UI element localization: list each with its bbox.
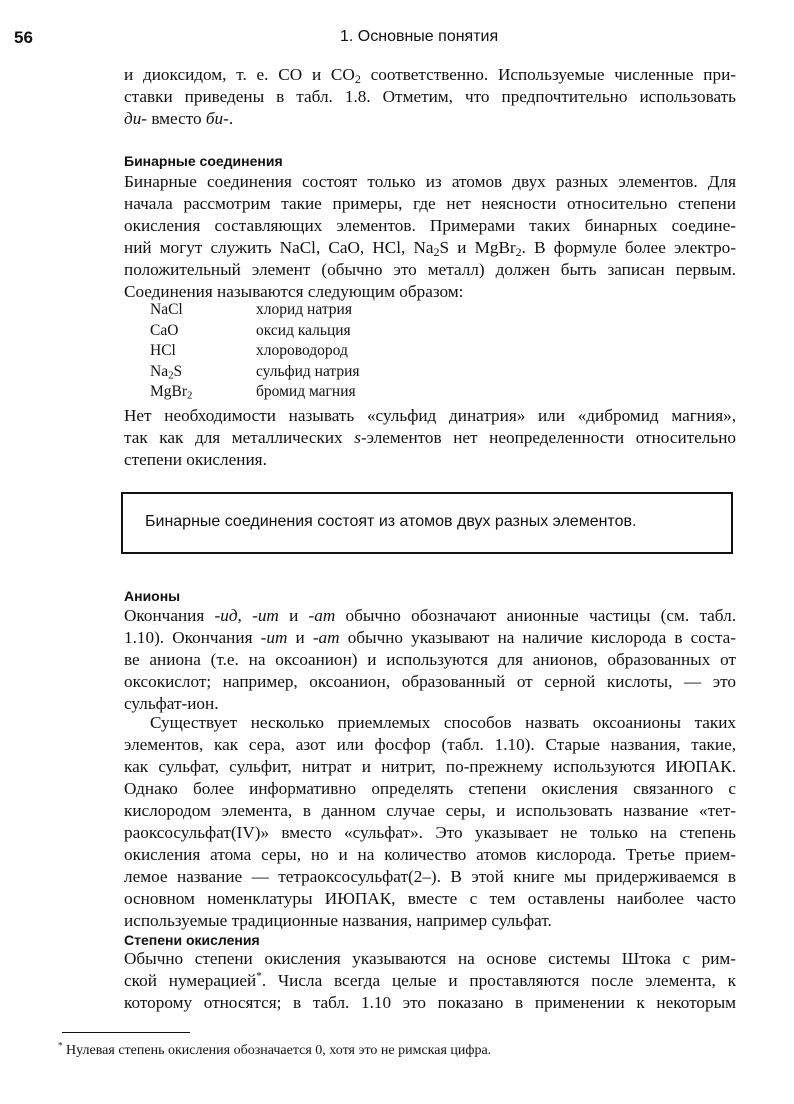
- text-line: используемые традиционные названия, например сульфат.: [124, 911, 552, 930]
- oxidation-paragraph: [124, 948, 736, 1014]
- name-cell: оксид кальция: [256, 321, 351, 339]
- text-line: положительный элемент (обычно это металл) должен быть записан первым.: [124, 260, 736, 279]
- text-line: 1.10). Окончания -ит и -ат обычно указывают на наличие кислорода в соста-: [124, 628, 737, 647]
- text-line: окисления атома серы, но и на количество атомов кислорода. Третье прием-: [124, 845, 736, 864]
- text-line: Обычно степени окисления указываются на основе системы Штока с рим-: [124, 949, 736, 968]
- text-line: Однако более информативно определять степени окисления связанного с: [124, 779, 736, 798]
- text-line: так как для металлических s-элементов нет неопределенности относительно: [124, 428, 736, 447]
- running-header-title: 1. Основные понятия: [340, 28, 499, 45]
- text-line: степени окисления.: [124, 450, 267, 469]
- text-line: окисления составляющих элементов. Примерами таких бинарных соедине-: [124, 216, 736, 235]
- formula-cell: MgBr$_2$: [150, 383, 193, 402]
- text-line: и диоксидом, т. е. CO и $CO_2$ соответственно. Используемые численные при-: [124, 65, 736, 86]
- text-line: ставки приведены в табл. 1.8. Отметим, что предпочтительно использовать: [124, 87, 736, 106]
- name-cell: сульфид натрия: [256, 362, 360, 380]
- anions-paragraph-1: [124, 605, 736, 715]
- table-row: [150, 300, 360, 321]
- footnote-divider: [62, 1032, 190, 1033]
- name-cell: бромид магния: [256, 383, 356, 400]
- text-line: Окончания -ид, -ит и -ат обычно обозначают анионные частицы (см. табл.: [124, 606, 737, 625]
- table-row: [150, 321, 360, 342]
- text-line: Бинарные соединения состоят только из атомов двух разных элементов. Для: [124, 172, 736, 191]
- callout-box: [121, 492, 733, 554]
- page-number: 56: [14, 28, 33, 47]
- text-line: кислородом элемента, в данном случае серы, и использовать название «тет-: [124, 801, 736, 820]
- footnote: * Нулевая степень окисления обозначается 0, хотя это не римская цифра.: [58, 1040, 492, 1058]
- formula-cell: $Na_2S$: [150, 362, 183, 382]
- section-heading-oxidation: Степени окисления: [124, 932, 260, 948]
- text-line: ди- вместо би-.: [124, 109, 234, 128]
- text-line: начала рассмотрим такие примеры, где нет неясности относительно степени: [124, 194, 736, 213]
- name-cell: хлороводород: [256, 342, 348, 359]
- table-row: [150, 362, 360, 383]
- formula-cell: HCl: [150, 342, 176, 359]
- text-line: основном номенклатуры ИЮПАК, вместе с тем оставлены наиболее часто: [124, 889, 736, 908]
- footnote-marker: *: [256, 970, 262, 983]
- table-row: [150, 382, 360, 403]
- text-line: раоксосульфат(IV)» вместо «сульфат». Это указывает не только на степень: [124, 823, 736, 842]
- formula-cell: CaO: [150, 321, 179, 339]
- text-line: оксокислот; например, оксоанион, образованный от серной кислоты, — это: [124, 672, 736, 691]
- section-heading-binary: Бинарные соединения: [124, 153, 283, 169]
- text-line: лемое название — тетраоксосульфат(2–). В этой книге мы придерживаемся в: [124, 867, 736, 886]
- name-cell: хлорид натрия: [256, 301, 352, 318]
- text-line: Существует несколько приемлемых способов назвать оксоанионы таких: [150, 713, 736, 732]
- text-line: элементов, как сера, азот или фосфор (табл. 1.10). Старые названия, такие,: [124, 735, 736, 754]
- section-heading-anions: Анионы: [124, 588, 181, 604]
- text-line: сульфат-ион.: [124, 694, 219, 713]
- text-line: как сульфат, сульфит, нитрат и нитрит, по-прежнему используются ИЮПАК.: [124, 757, 736, 776]
- text-line: ний могут служить NaCl, CaO, HCl, $Na_2S$ и MgBr$_2$. В формуле более электро-: [124, 238, 736, 259]
- binary-paragraph-2: [124, 405, 736, 471]
- text-line: Соединения называются следующим образом:: [124, 282, 464, 301]
- intro-paragraph: [124, 64, 736, 130]
- callout-text: Бинарные соединения состоят из атомов двух разных элементов.: [145, 513, 637, 530]
- formula-cell: NaCl: [150, 301, 183, 318]
- text-line: ве аниона (т.е. на оксоанион) и используются для анионов, образованных от: [124, 650, 736, 669]
- binary-paragraph: [124, 171, 736, 303]
- text-line: которому относятся; в табл. 1.10 это показано в применении к некоторым: [124, 993, 736, 1012]
- compound-names-table: [150, 300, 360, 403]
- text-line: ской нумерацией*. Числа всегда целые и проставляются после элемента, к: [124, 970, 736, 990]
- table-row: [150, 341, 360, 362]
- text-line: Нет необходимости называть «сульфид динатрия» или «дибромид магния»,: [124, 406, 736, 425]
- anions-paragraph-2: [124, 712, 736, 932]
